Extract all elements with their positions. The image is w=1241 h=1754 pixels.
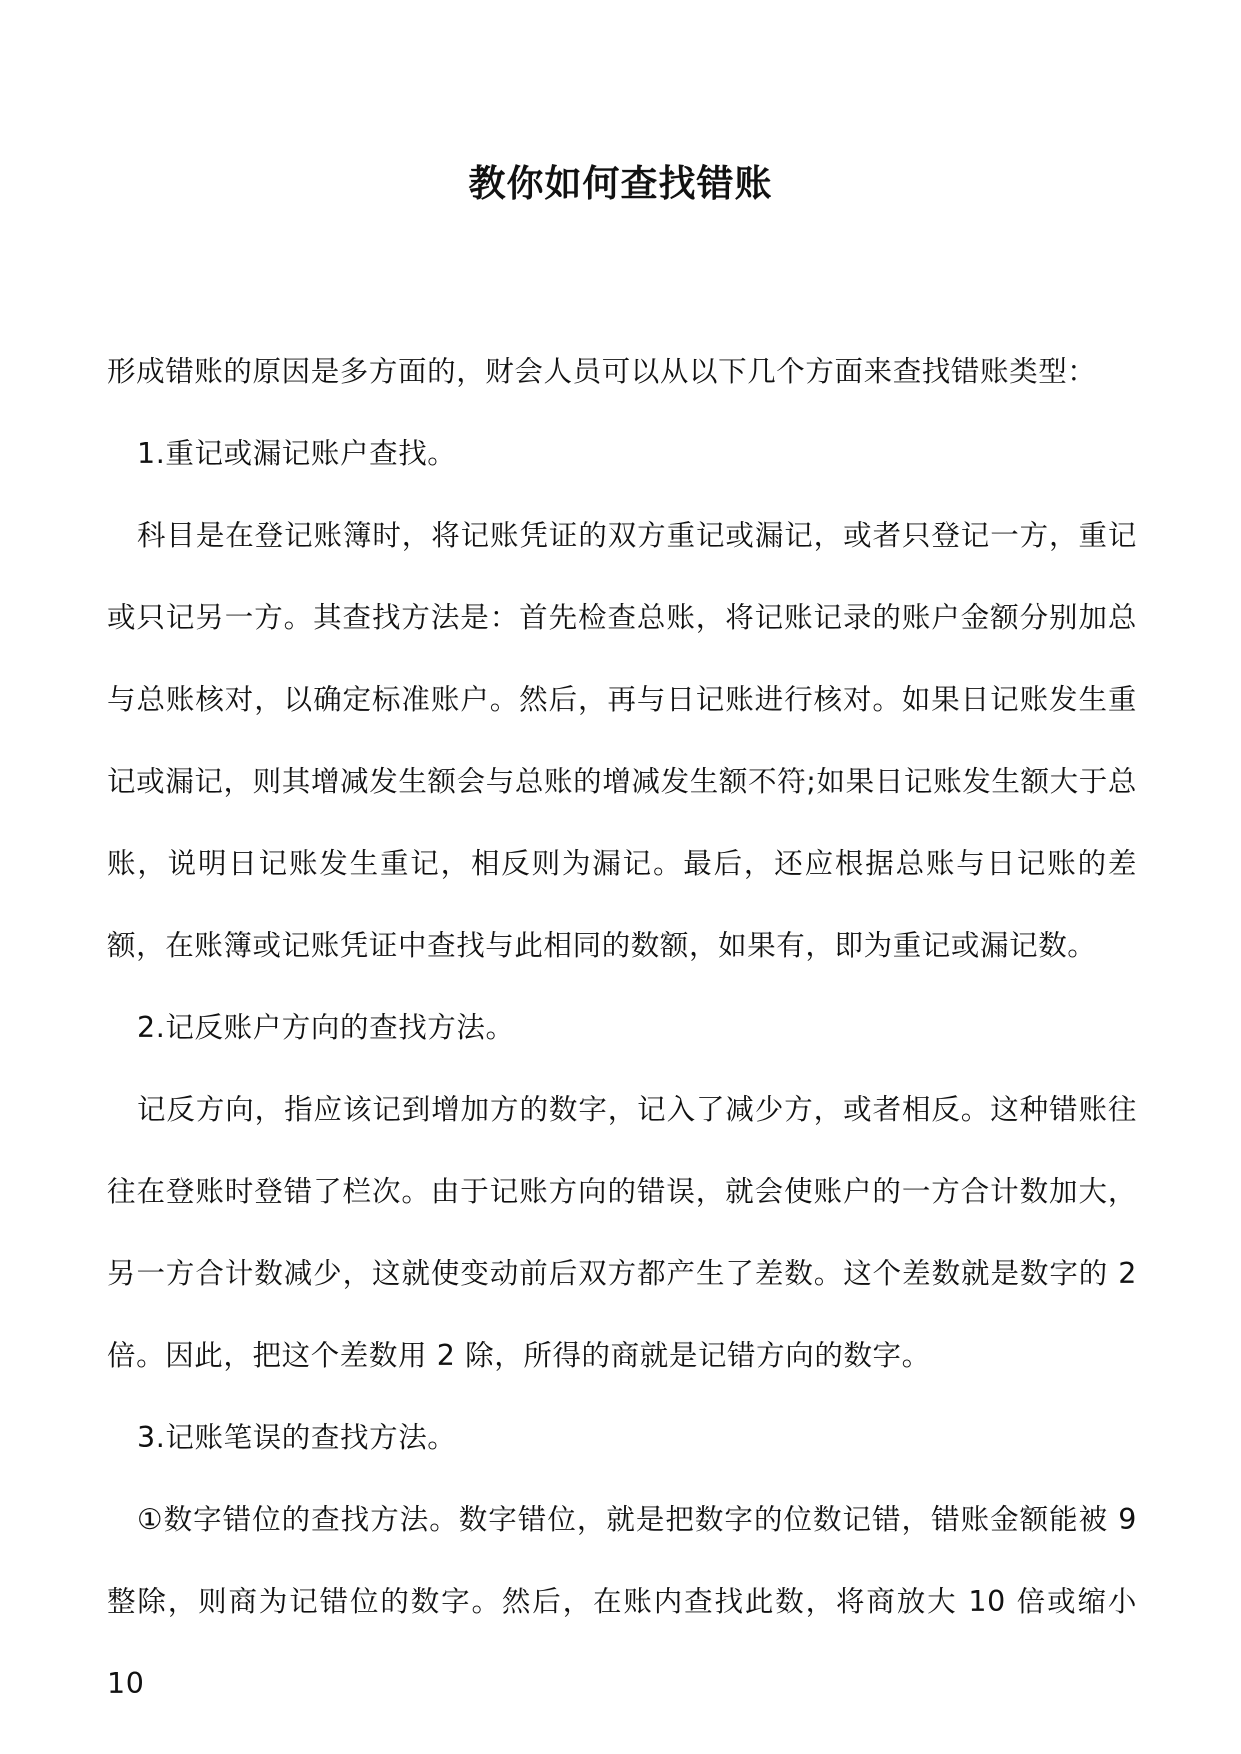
section-heading-1: 1.重记或漏记账户查找。 — [137, 437, 457, 470]
section-heading-3: 3.记账笔误的查找方法。 — [137, 1421, 457, 1454]
section-heading-2: 2.记反账户方向的查找方法。 — [137, 1011, 515, 1044]
paragraph-section-1: 科目是在登记账簿时，将记账凭证的双方重记或漏记，或者只登记一方，重记或只记另一方。其查找方法是：首先检查总账，将记账记录的账户金额分别加总与总账核对，以确定标准账户。然后，再与日记账进行核对。如果日记账发生重记或漏记，则其增减发生额会与总账的增减发生额不符;如果日记账发生额大于总账，说明日记账发生重记，相反则为漏记。最后，还应根据总账与日记账的差额，在账簿或记账凭证中查找与此相同的数额，如果有，即为重记或漏记数。 — [107, 519, 1137, 962]
paragraph-intro: 形成错账的原因是多方面的，财会人员可以从以下几个方面来查找错账类型： — [107, 355, 1097, 388]
document-body — [107, 331, 1137, 1725]
document-title: 教你如何查找错账 — [468, 161, 773, 205]
paragraph-section-2: 记反方向，指应该记到增加方的数字，记入了减少方，或者相反。这种错账往往在登账时登错了栏次。由于记账方向的错误，就会使账户的一方合计数加大，另一方合计数减少，这就使变动前后双方都产生了差数。这个差数就是数字的 2 倍。因此，把这个差数用 2 除，所得的商就是记错方向的数字。 — [107, 1093, 1137, 1372]
paragraph-section-3: ①数字错位的查找方法。数字错位，就是把数字的位数记错，错账金额能被 9 整除，则商为记错位的数字。然后，在账内查找此数，将商放大 10 倍或缩小 10 — [107, 1503, 1137, 1700]
